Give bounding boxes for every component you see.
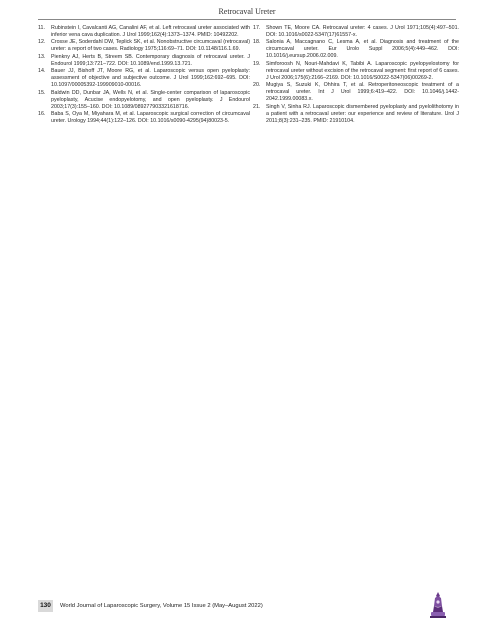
journal-citation: World Journal of Laparoscopic Surgery, Volume 15 Issue 2 (May–August 2022) <box>60 603 263 609</box>
publisher-logo-icon <box>426 590 450 620</box>
reference-number: 12. <box>38 39 46 46</box>
reference-item <box>38 68 250 89</box>
reference-number: 19. <box>253 60 261 67</box>
reference-number: 21. <box>253 103 261 110</box>
reference-text: Mugiya S, Suzuki K, Ohhira T, et al. Retroperitoneoscopic treatment of a retrocaval ureter. Int J Urol 1999;6:419–422. DOI: 10.1046/j.1442-2042.1999.00083.x. <box>266 82 459 103</box>
reference-text: Simforoosh N, Nouri-Mahdavi K, Tabibi A. Laparoscopic pyelopyelostomy for retrocaval ureter without excision of the retrocaval segment: first report of 6 cases. J Urol 2006;175(6):2166–2169. DOI: 10.1016/S0022-5347(06)00269-2. <box>266 60 459 81</box>
reference-text: Crosse JE, Soderdahl DW, Teplick SK, et al. Nonobstructive circumcaval (retrocaval) ureter: a report of two cases. Radiology 1975;116:69–71. DOI: 10.1148/116.1.69. <box>51 39 250 53</box>
reference-item <box>38 39 250 53</box>
reference-item <box>253 61 459 82</box>
reference-item <box>253 25 459 39</box>
reference-text: Baldwin DD, Dunbar JA, Wells N, et al. Single-center comparison of laparoscopic pyeloplasty, Acucise endopyelotomy, and open pyeloplasty. J Endourol 2003;17(3):155–160. DOI: 10.1089/089277903321618716. <box>51 89 250 110</box>
reference-item <box>253 104 459 125</box>
reference-number: 18. <box>253 39 261 46</box>
running-head: Retrocaval Ureter <box>218 7 276 16</box>
reference-number: 20. <box>253 82 261 89</box>
reference-text: Pienkny AJ, Herts B, Streem SB. Contemporary diagnosis of retrocaval ureter. J Endourol 1999;13:721–722. DOI: 10.1089/end.1999.13.721. <box>51 53 250 67</box>
page-footer <box>38 600 456 612</box>
reference-text: Shown TE, Moore CA. Retrocaval ureter: 4 cases. J Urol 1971;105(4):497–501. DOI: 10.1016/s0022-5347(17)61557-x. <box>266 25 459 38</box>
reference-text: Salonia A, Maccagnano C, Lesma A, et al. Diagnosis and treatment of the circumcaval ureter. Eur Urolo Suppl 2006;5(4):449–462. DOI: 10.1016/j.eursup.2006.02.009. <box>266 39 459 60</box>
references-right-column <box>253 25 459 125</box>
reference-text: Baba S, Oya M, Miyahara M, et al. Laparoscopic surgical correction of circumcaval ureter. Urology 1994;44(1):122–126. DOI: 10.1016/s0090-4295(94)80023-5. <box>51 110 250 124</box>
reference-item <box>38 90 250 111</box>
reference-number: 16. <box>38 110 46 117</box>
reference-item <box>253 82 459 103</box>
reference-text: Bauer JJ, Bishoff JT, Moore RG, et al. Laparoscopic versus open pyeloplasty: assessment of objective and subjective outcome. J Urol 1999;162:692–695. DOI: 10.1097/00005392-199909010-00016. <box>51 68 250 89</box>
header-rule <box>38 19 456 20</box>
reference-number: 13. <box>38 53 46 60</box>
reference-number: 11. <box>38 25 45 31</box>
reference-item <box>38 25 250 39</box>
reference-number: 17. <box>253 25 261 31</box>
reference-item <box>253 39 459 60</box>
reference-item <box>38 111 250 125</box>
reference-text: Rubinstein I, Cavalcanti AG, Canalini AF, et al. Left retrocaval ureter associated with inferior vena cava duplication. J Urol 1999;162(4):1373–1374. PMID: 10492202. <box>51 25 250 38</box>
reference-number: 15. <box>38 89 46 96</box>
references-left-column <box>38 25 250 125</box>
reference-text: Singh V, Sinha RJ. Laparoscopic dismembered pyeloplasty and pyelolithotomy in a patient with a retrocaval ureter: our experience and review of literature. Urol J 2011;8(3):231–235. PMID: 21910104. <box>266 103 459 124</box>
page-number: 130 <box>38 600 53 612</box>
reference-number: 14. <box>38 68 46 75</box>
reference-item <box>38 54 250 68</box>
